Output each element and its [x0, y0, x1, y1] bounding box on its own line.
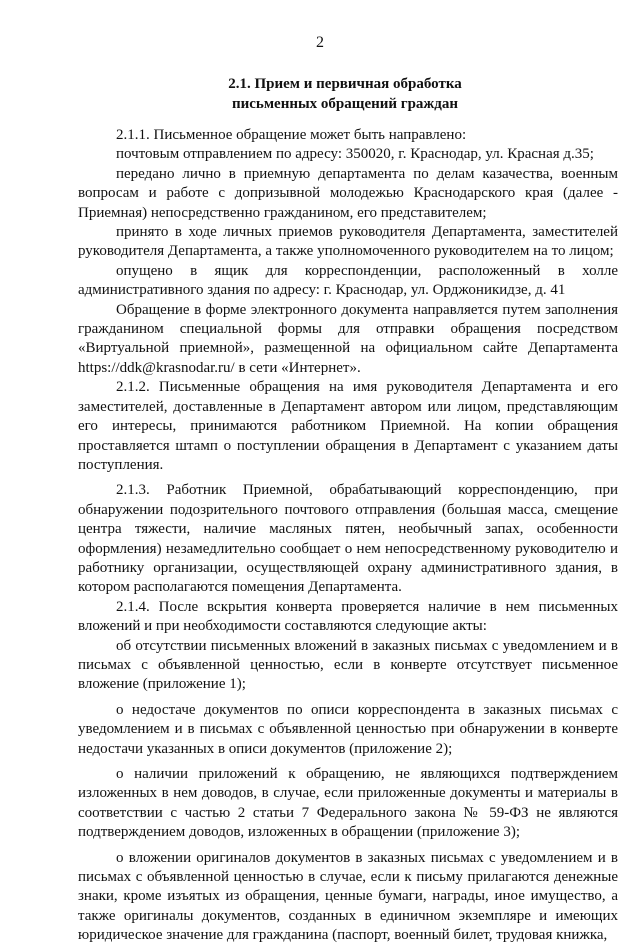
page-number: 2 — [316, 34, 324, 51]
paragraph-mailbox: опущено в ящик для корреспонденции, расположенный в холле административного здания по адресу: г. Краснодар, ул. Орджоникидзе, д. 41 — [78, 262, 618, 299]
section-heading — [100, 74, 590, 114]
paragraph-act-no-attachments: об отсутствии письменных вложений в заказных письмах с уведомлением и в письмах с объявленной ценностью, если в конверте отсутствует письменное вложение (приложение 1); — [78, 637, 618, 693]
paragraph-electronic-form: Обращение в форме электронного документа направляется путем заполнения гражданином специальной формы для отправки обращения посредством «Виртуальной приемной», размещенной на официальном сайте Департамента https://ddk@krasnodar.ru/ в сети «Интернет». — [78, 301, 618, 376]
section-heading-line-2: письменных обращений граждан — [231, 96, 459, 112]
paragraph-2-1-3: 2.1.3. Работник Приемной, обрабатывающий корреспонденцию, при обнаружении подозрительного почтового отправления (большая масса, смещение центра тяжести, наличие масляных пятен, необычный запах, особенности оформления) незамедлительно сообщает о нем непосредственному руководителю и работнику организации, осуществляющей охрану административного здания, в котором располагаются помещения Департамента. — [78, 482, 618, 596]
paragraph-act-originals: о вложении оригиналов документов в заказных письмах с уведомлением и в письмах с объявленной ценностью в случае, если к письму прилагаются денежные знаки, кроме изъятых из обращения, ценные бумаги, награды, иное имущество, а также оригиналы документов, созданных в единичном экземпляре и имеющих юридическое значение для гражданина (паспорт, военный билет, трудовая книжка, — [78, 849, 618, 944]
document-body — [78, 126, 618, 946]
paragraph-2-1-2: 2.1.2. Письменные обращения на имя руководителя Департамента и его заместителей, доставленные в Департамент автором или лицом, представляющим его интересы, принимаются работником Приемной. На копии обращения проставляется штамп о поступлении обращения в Департамент с указанием даты поступления. — [78, 379, 618, 473]
paragraph-2-1-4: 2.1.4. После вскрытия конверта проверяется наличие в нем письменных вложений и при необходимости составляются следующие акты: — [78, 598, 618, 635]
paragraph-personal-reception: принято в ходе личных приемов руководителя Департамента, заместителей руководителя Департамента, а также уполномоченного руководителем на то лицом; — [78, 224, 618, 260]
paragraph-2-1-1-intro: 2.1.1. Письменное обращение может быть направлено: — [116, 127, 467, 143]
paragraph-act-extra-attachments: о наличии приложений к обращению, не являющихся подтверждением изложенных в нем доводов, в случае, если приложенные документы и материалы в соответствии с частью 2 статьи 7 Федерального закона № 59-ФЗ не являются подтверждением доводов, изложенных в обращении (приложение 3); — [78, 766, 618, 841]
section-heading-line-1: 2.1. Прием и первичная обработка — [228, 76, 462, 92]
paragraph-act-shortage: о недостаче документов по описи корреспондента в заказных письмах с уведомлением и в письмах с объявленной ценностью при обнаружении в конверте недостачи указанных в описи документов (приложение 2); — [78, 701, 618, 757]
paragraph-postal-delivery: почтовым отправлением по адресу: 350020, г. Краснодар, ул. Красная д.35; — [116, 146, 594, 163]
paragraph-personal-delivery: передано лично в приемную департамента по делам казачества, военным вопросам и работе с допризывной молодежью Краснодарского края (далее - Приемная) непосредственно гражданином, его представителем; — [78, 165, 618, 221]
